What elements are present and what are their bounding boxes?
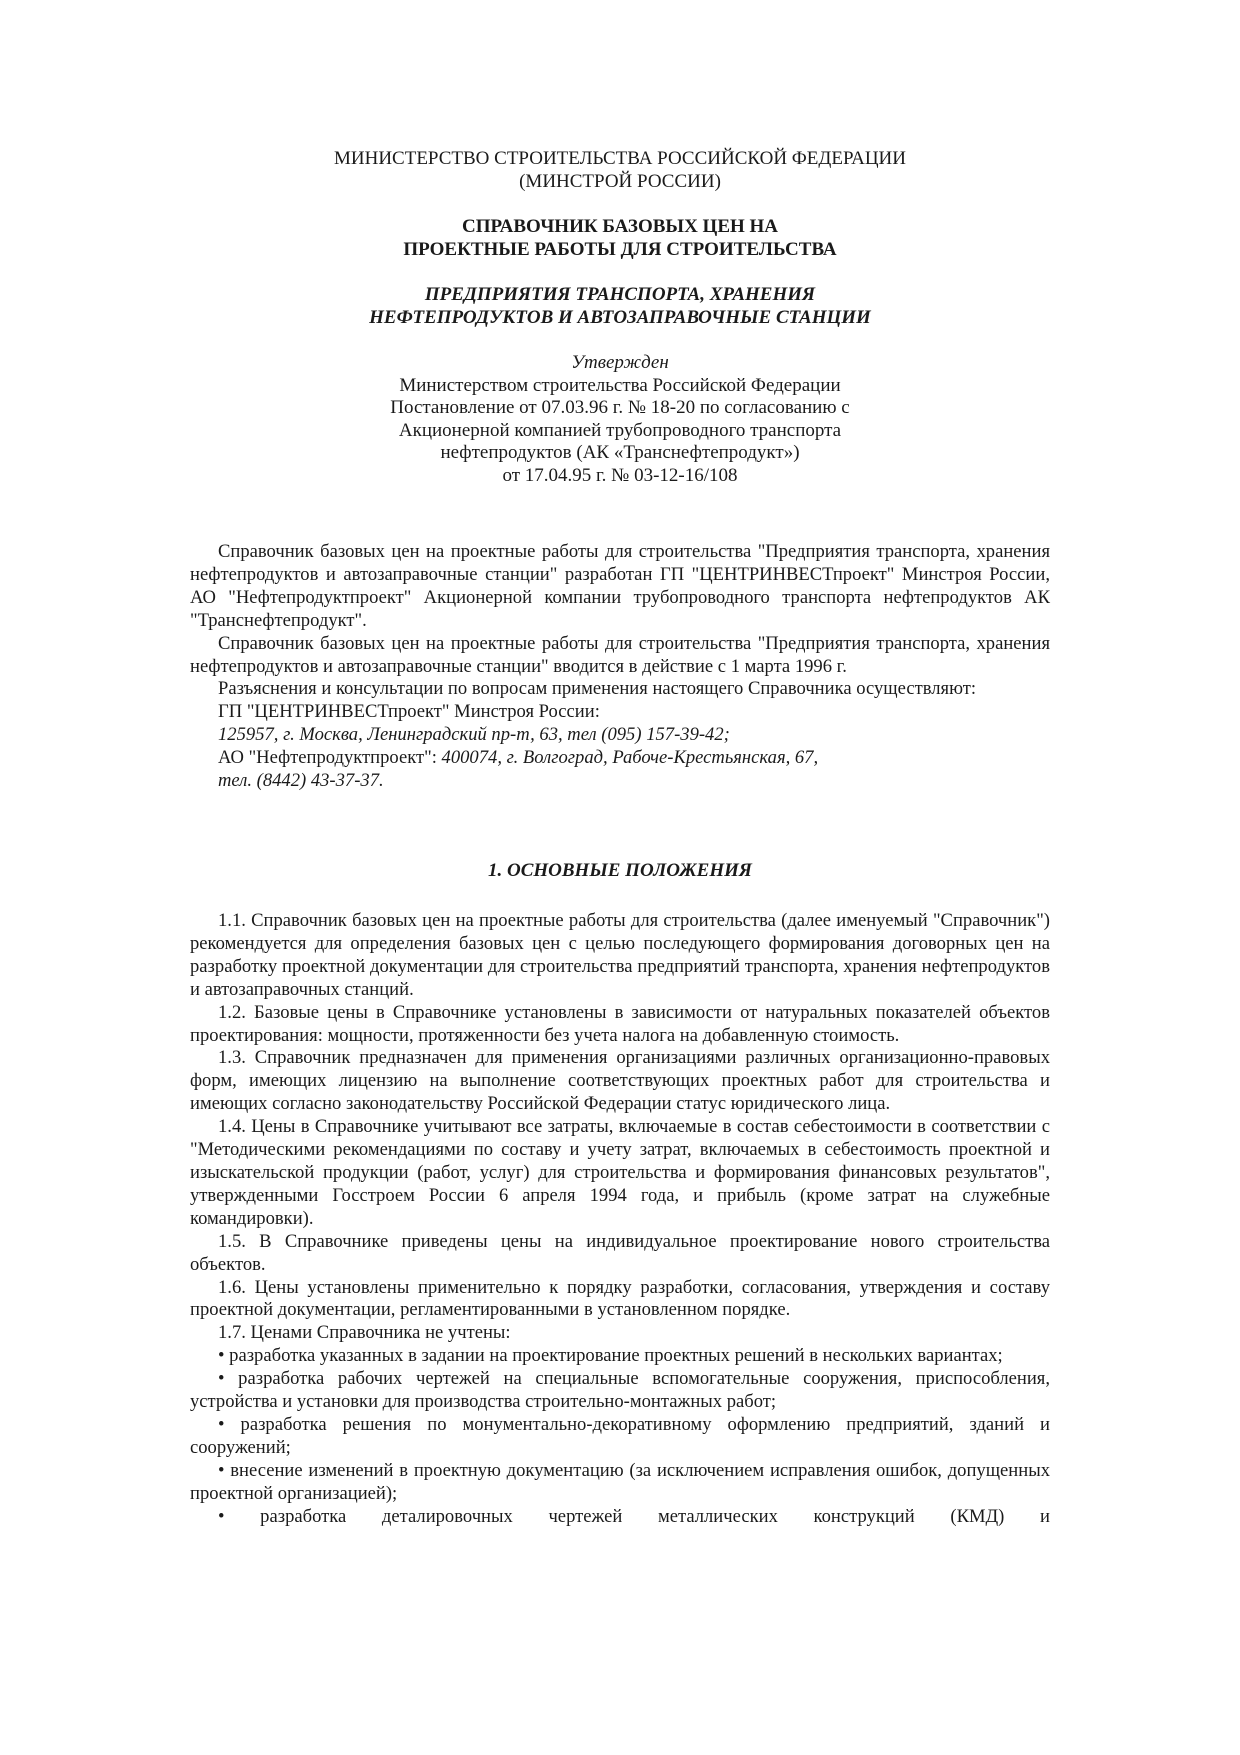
title-line-1: СПРАВОЧНИК БАЗОВЫХ ЦЕН НА xyxy=(461,216,779,237)
title-line-2: ПРОЕКТНЫЕ РАБОТЫ ДЛЯ СТРОИТЕЛЬСТВА xyxy=(403,238,837,260)
list-item: • внесение изменений в проектную документацию (за исключением исправления ошибок, допущенных проектной организацией); xyxy=(190,1459,1050,1504)
clause-1-1: 1.1. Справочник базовых цен на проектные работы для строительства (далее именуемый "Справочник") рекомендуется для определения базовых цен с целью последующего формирования договорных цен на разработку проектной документации для строительства предприятий транспорта, хранения нефтепродуктов и автозаправочных станций. xyxy=(190,910,1050,1000)
org2-line xyxy=(190,747,1050,770)
ministry-header xyxy=(190,148,1050,193)
approval-block xyxy=(190,352,1050,487)
intro-paragraph-1: Справочник базовых цен на проектные работы для строительства "Предприятия транспорта, хранения нефтепродуктов и автозаправочные станции" разработан ГП "ЦЕНТРИНВЕСТпроект" Минстроя России, АО "Нефтепродуктпроект" Акционерной компании трубопроводного транспорта нефтепродуктов АК "Транснефтепродукт". xyxy=(190,541,1050,631)
ministry-name: МИНИСТЕРСТВО СТРОИТЕЛЬСТВА РОССИЙСКОЙ ФЕДЕРАЦИИ xyxy=(333,148,906,169)
intro-section xyxy=(190,541,1050,793)
intro-paragraph-3: Разъяснения и консультации по вопросам применения настоящего Справочника осуществляют: xyxy=(218,678,977,700)
intro-paragraph-2: Справочник базовых цен на проектные работы для строительства "Предприятия транспорта, хранения нефтепродуктов и автозаправочные станции" вводится в действие с 1 марта 1996 г. xyxy=(190,632,1050,677)
clause-1-4: 1.4. Цены в Справочнике учитывают все затраты, включаемые в состав себестоимости в соответствии с "Методическими рекомендациями по составу и учету затрат, включаемых в себестоимость проектной и изыскательской продукции (работ, услуг) для строительства и формирования финансовых результатов", утвержденными Госстроем России 6 апреля 1994 года, и прибыль (кроме затрат на служебные командировки). xyxy=(190,1116,1050,1229)
section-1-body xyxy=(190,910,1050,1528)
approval-line: Акционерной компанией трубопроводного транспорта xyxy=(398,419,842,441)
clause-1-5: 1.5. В Справочнике приведены цены на индивидуальное проектирование нового строительства объектов. xyxy=(190,1230,1050,1275)
clause-1-6: 1.6. Цены установлены применительно к порядку разработки, согласования, утверждения и составу проектной документации, регламентированными в установленном порядке. xyxy=(190,1276,1050,1321)
clause-1-3: 1.3. Справочник предназначен для применения организациями различных организационно-правовых форм, имеющих лицензию на выполнение соответствующих проектных работ для строительства и имеющих согласно законодательству Российской Федерации статус юридического лица. xyxy=(190,1047,1050,1115)
clause-1-7: 1.7. Ценами Справочника не учтены: xyxy=(218,1322,511,1344)
ministry-abbrev: (МИНСТРОЙ РОССИИ) xyxy=(519,170,721,192)
org1-name: ГП "ЦЕНТРИНВЕСТпроект" Минстроя России: xyxy=(218,701,600,723)
org1-address: 125957, г. Москва, Ленинградский пр-т, 63, тел (095) 157-39-42; xyxy=(218,724,730,746)
subtitle-line-1: ПРЕДПРИЯТИЯ ТРАНСПОРТА, ХРАНЕНИЯ xyxy=(424,284,816,305)
list-item: • разработка указанных в задании на проектирование проектных решений в нескольких вариантах; xyxy=(218,1345,1003,1367)
clause-1-2: 1.2. Базовые цены в Справочнике установлены в зависимости от натуральных показателей объектов проектирования: мощности, протяженности без учета налога на добавленную стоимость. xyxy=(190,1001,1050,1046)
org2-name: АО "Нефтепродуктпроект": xyxy=(218,747,442,769)
approval-line: нефтепродуктов (АК «Транснефтепродукт») xyxy=(440,442,800,463)
approved-label: Утвержден xyxy=(571,352,669,373)
document-title xyxy=(190,216,1050,261)
approval-line: Министерством строительства Российской Федерации xyxy=(399,374,841,396)
section-1-title: 1. ОСНОВНЫЕ ПОЛОЖЕНИЯ xyxy=(487,860,752,881)
list-item: • разработка решения по монументально-декоративному оформлению предприятий, зданий и сооружений; xyxy=(190,1413,1050,1458)
list-item: • разработка рабочих чертежей на специальные вспомогательные сооружения, приспособления, устройства и установки для производства строительно-монтажных работ; xyxy=(190,1368,1050,1413)
approval-line: Постановление от 07.03.96 г. № 18-20 по согласованию с xyxy=(390,397,850,418)
document-subtitle xyxy=(190,284,1050,329)
org2-address: 400074, г. Волгоград, Рабоче-Крестьянская, 67, xyxy=(441,747,819,769)
org2-phone: тел. (8442) 43-37-37. xyxy=(218,770,384,792)
subtitle-line-2: НЕФТЕПРОДУКТОВ И АВТОЗАПРАВОЧНЫЕ СТАНЦИИ xyxy=(369,306,871,328)
list-item: • разработка деталировочных чертежей металлических конструкций (КМД) и xyxy=(218,1505,1050,1527)
approval-line: от 17.04.95 г. № 03-12-16/108 xyxy=(502,464,738,486)
